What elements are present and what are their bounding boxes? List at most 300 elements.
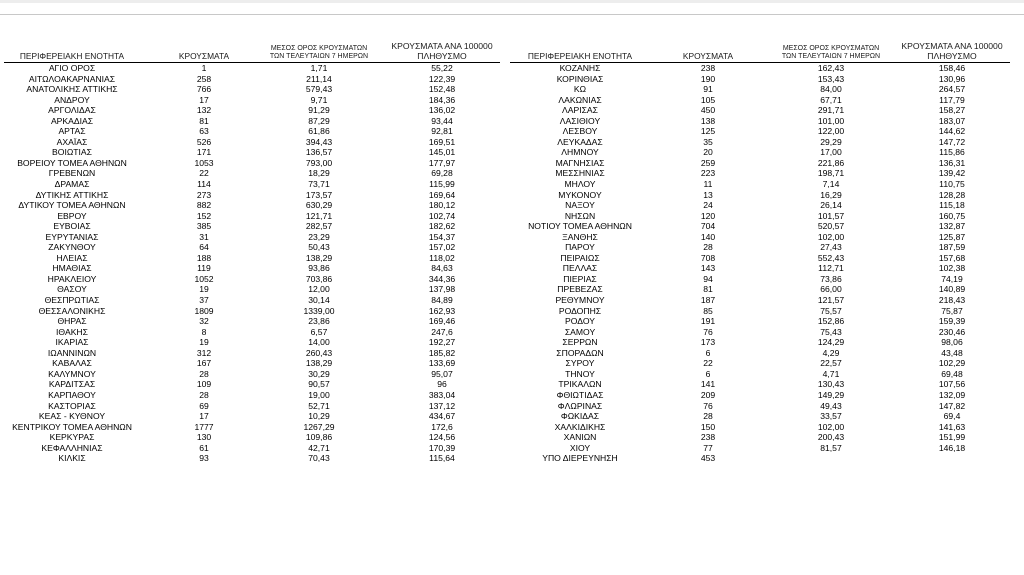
avg7-cell: 138,29 (305, 252, 333, 263)
table-row (4, 411, 500, 422)
avg7-cell: 70,43 (308, 453, 330, 464)
region-cell: ΚΟΖΑΝΗΣ (559, 63, 601, 73)
table-row (4, 358, 500, 369)
avg7-cell: 66,00 (820, 284, 842, 295)
cases-cell: 138 (700, 115, 716, 126)
avg7-cell: 50,43 (308, 242, 330, 253)
per100k-cell: 264,57 (938, 84, 966, 95)
table-row (510, 147, 1010, 158)
cases-cell: 450 (700, 105, 716, 116)
cases-cell: 22 (703, 358, 713, 369)
avg7-cell: 30,29 (308, 368, 330, 379)
region-cell: ΑΝΑΤΟΛΙΚΗΣ ΑΤΤΙΚΗΣ (26, 84, 118, 95)
per100k-cell: 383,04 (428, 389, 456, 400)
region-cell: ΜΥΚΟΝΟΥ (558, 189, 602, 200)
table-row (4, 221, 500, 232)
per100k-cell: 84,63 (431, 263, 453, 274)
table-row (510, 358, 1010, 369)
table-row (510, 126, 1010, 137)
table-row (4, 74, 500, 85)
avg7-cell: 152,86 (817, 316, 845, 327)
per100k-cell: 69,4 (943, 411, 961, 422)
avg7-cell: 84,00 (820, 84, 842, 95)
region-cell: ΣΕΡΡΩΝ (562, 337, 598, 348)
per100k-cell: 122,39 (428, 73, 456, 84)
table-row (510, 453, 1010, 464)
per100k-cell: 128,28 (938, 189, 966, 200)
table-row (4, 379, 500, 390)
per100k-cell: 157,02 (428, 242, 456, 253)
avg7-cell: 42,71 (308, 442, 330, 453)
per100k-cell: 151,99 (938, 432, 966, 443)
cases-cell: 125 (700, 126, 716, 137)
region-cell: ΦΛΩΡΙΝΑΣ (557, 400, 603, 411)
cases-cell: 85 (703, 305, 713, 316)
per100k-cell: 55,22 (431, 63, 453, 73)
region-cell: ΝΗΣΩΝ (564, 210, 596, 221)
avg7-cell: 552,43 (817, 252, 845, 263)
per100k-cell: 160,75 (938, 210, 966, 221)
cases-cell: 63 (199, 126, 209, 137)
region-cell: ΚΑΛΥΜΝΟΥ (48, 368, 96, 379)
cases-cell: 32 (199, 316, 209, 327)
region-cell: ΕΒΡΟΥ (57, 210, 87, 221)
table-row (4, 84, 500, 95)
region-cell: ΡΟΔΟΥ (565, 316, 595, 327)
table-row (4, 401, 500, 412)
per100k-cell: 136,31 (938, 157, 966, 168)
region-cell: ΚΑΡΔΙΤΣΑΣ (48, 379, 96, 390)
top-divider (0, 14, 1024, 15)
region-cell: ΦΩΚΙΔΑΣ (560, 411, 600, 422)
cases-cell: 109 (196, 379, 212, 390)
per100k-cell: 185,82 (428, 347, 456, 358)
region-cell: ΧΙΟΥ (569, 442, 591, 453)
table-row (4, 200, 500, 211)
table-row (4, 306, 500, 317)
table-row (4, 95, 500, 106)
table-row (510, 337, 1010, 348)
table-row (4, 316, 500, 327)
per100k-cell: 247,6 (431, 326, 453, 337)
table-row (4, 390, 500, 401)
per100k-cell: 169,51 (428, 136, 456, 147)
cases-cell: 93 (199, 453, 209, 464)
avg7-cell: 101,00 (817, 115, 845, 126)
per100k-cell: 102,38 (938, 263, 966, 274)
table-row (510, 232, 1010, 243)
table-row (510, 369, 1010, 380)
region-cell: ΤΗΝΟΥ (565, 368, 595, 379)
cases-cell: 708 (700, 252, 716, 263)
table-row (4, 443, 500, 454)
header-per100k (384, 41, 500, 62)
avg7-cell: 211,14 (306, 73, 332, 84)
cases-cell: 150 (700, 421, 716, 432)
avg7-cell: 75,43 (820, 326, 842, 337)
table-row (510, 284, 1010, 295)
region-cell: ΗΛΕΙΑΣ (56, 252, 88, 263)
cases-cell: 187 (700, 295, 716, 306)
table-row (510, 422, 1010, 433)
per100k-cell: 115,18 (939, 200, 965, 211)
avg7-cell: 22,57 (820, 358, 842, 369)
cases-cell: 24 (703, 200, 713, 211)
cases-cell: 17 (199, 411, 209, 422)
table-row (4, 284, 500, 295)
table-row (4, 242, 500, 253)
cases-cell: 20 (703, 147, 713, 158)
cases-cell: 13 (703, 189, 713, 200)
region-cell: ΚΑΒΑΛΑΣ (52, 358, 92, 369)
avg7-cell: 90,57 (308, 379, 330, 390)
cases-cell: 94 (703, 273, 713, 284)
per100k-cell: 158,27 (938, 105, 966, 116)
region-cell: ΚΕΦΑΛΛΗΝΙΑΣ (41, 442, 103, 453)
per100k-cell: 230,46 (938, 326, 966, 337)
avg7-cell: 149,29 (817, 389, 845, 400)
region-cell: ΚΑΣΤΟΡΙΑΣ (48, 400, 96, 411)
region-cell: ΗΡΑΚΛΕΙΟΥ (47, 273, 97, 284)
per100k-cell: 158,46 (938, 63, 966, 73)
avg7-cell: 75,57 (820, 305, 842, 316)
region-cell: ΠΕΙΡΑΙΩΣ (560, 252, 600, 263)
table-row (510, 200, 1010, 211)
region-cell: ΑΡΚΑΔΙΑΣ (50, 115, 94, 126)
cases-cell: 61 (199, 442, 209, 453)
cases-cell: 35 (703, 136, 713, 147)
cases-cell: 385 (196, 221, 212, 232)
cases-cell: 526 (196, 136, 212, 147)
table-row (510, 221, 1010, 232)
avg7-cell: 33,57 (820, 411, 842, 422)
table-row (510, 116, 1010, 127)
per100k-cell: 110,75 (939, 179, 965, 190)
region-cell: ΥΠΟ ΔΙΕΡΕΥΝΗΣΗ (542, 453, 618, 464)
region-cell: ΞΑΝΘΗΣ (562, 231, 598, 242)
avg7-cell: 61,86 (308, 126, 330, 137)
table-row (510, 95, 1010, 106)
table-row (4, 453, 500, 464)
avg7-cell: 29,29 (820, 136, 842, 147)
region-cell: ΓΡΕΒΕΝΩΝ (48, 168, 96, 179)
cases-cell: 141 (700, 379, 716, 390)
region-cell: ΠΑΡΟΥ (565, 242, 595, 253)
header-avg7 (766, 45, 896, 62)
cases-cell: 238 (700, 63, 716, 73)
cases-cell: 119 (197, 263, 211, 274)
avg7-cell: 23,86 (308, 316, 330, 327)
per100k-cell: 115,99 (429, 179, 455, 190)
per100k-cell: 118,02 (429, 252, 455, 263)
avg7-cell: 153,43 (817, 73, 845, 84)
region-cell: ΤΡΙΚΑΛΩΝ (558, 379, 602, 390)
region-cell: ΖΑΚΥΝΘΟΥ (48, 242, 96, 253)
avg7-cell: 136,57 (305, 147, 333, 158)
region-cell: ΔΥΤΙΚΟΥ ΤΟΜΕΑ ΑΘΗΝΩΝ (18, 200, 126, 211)
per100k-cell: 96 (437, 379, 447, 390)
avg7-cell: 282,57 (305, 221, 333, 232)
avg7-cell: 162,43 (817, 63, 845, 73)
avg7-cell: 52,71 (308, 400, 330, 411)
per100k-cell: 180,12 (428, 200, 456, 211)
region-cell: ΚΕΑΣ - ΚΥΘΝΟΥ (38, 411, 106, 422)
per100k-cell: 125,87 (938, 231, 966, 242)
avg7-cell: 394,43 (305, 136, 333, 147)
cases-cell: 64 (199, 242, 209, 253)
table-row (510, 295, 1010, 306)
table-row (510, 168, 1010, 179)
cases-cell: 167 (196, 358, 212, 369)
region-cell: ΚΙΛΚΙΣ (58, 453, 86, 464)
avg7-cell: 703,86 (305, 273, 333, 284)
region-cell: ΣΠΟΡΑΔΩΝ (556, 347, 604, 358)
table-row (510, 137, 1010, 148)
cases-cell: 132 (196, 105, 212, 116)
header-avg7-line1: ΜΕΣΟΣ ΟΡΟΣ ΚΡΟΥΣΜΑΤΩΝ (782, 45, 880, 52)
table-row (510, 253, 1010, 264)
avg7-cell: 102,00 (817, 231, 845, 242)
per100k-cell: 43,48 (941, 347, 963, 358)
avg7-cell: 67,71 (820, 94, 842, 105)
per100k-cell: 169,64 (428, 189, 456, 200)
region-cell: ΡΕΘΥΜΝΟΥ (555, 295, 605, 306)
header-avg7-line2: ΤΩΝ ΤΕΛΕΥΤΑΙΩΝ 7 ΗΜΕΡΩΝ (269, 53, 369, 60)
region-cell: ΑΧΑΪΑΣ (56, 136, 88, 147)
avg7-cell: 173,57 (305, 189, 333, 200)
region-cell: ΦΘΙΩΤΙΔΑΣ (556, 389, 604, 400)
cases-cell: 120 (700, 210, 716, 221)
table-row (510, 390, 1010, 401)
table-row (4, 232, 500, 243)
region-cell: ΛΕΥΚΑΔΑΣ (557, 136, 603, 147)
table-row (510, 179, 1010, 190)
table-row (510, 242, 1010, 253)
cases-cell: 91 (703, 84, 713, 95)
avg7-cell: 27,43 (820, 242, 842, 253)
table-row (510, 263, 1010, 274)
cases-cell: 17 (199, 94, 209, 105)
header-cases: ΚΡΟΥΣΜΑΤΑ (178, 51, 230, 61)
table-row (4, 105, 500, 116)
per100k-cell: 124,56 (428, 432, 456, 443)
avg7-cell: 121,71 (305, 210, 333, 221)
region-cell: ΜΑΓΝΗΣΙΑΣ (555, 157, 605, 168)
avg7-cell: 87,29 (308, 115, 330, 126)
cases-cell: 882 (196, 200, 212, 211)
per100k-cell: 102,29 (938, 358, 966, 369)
region-cell: ΛΑΚΩΝΙΑΣ (558, 94, 602, 105)
cases-cell: 114 (197, 179, 211, 190)
per100k-cell: 130,96 (938, 73, 966, 84)
cases-cell: 190 (700, 73, 716, 84)
header-per100k (894, 41, 1010, 62)
per100k-cell: 137,12 (428, 400, 456, 411)
per100k-cell: 69,28 (431, 168, 453, 179)
region-cell: ΧΑΛΚΙΔΙΚΗΣ (554, 421, 606, 432)
avg7-cell: 7,14 (822, 179, 840, 190)
table-row (510, 211, 1010, 222)
cases-cell: 312 (196, 347, 212, 358)
header-per100k-line1: ΚΡΟΥΣΜΑΤΑ ΑΝΑ 100000 (391, 41, 493, 51)
header-per100k-line1: ΚΡΟΥΣΜΑΤΑ ΑΝΑ 100000 (901, 41, 1003, 51)
region-cell: ΚΕΝΤΡΙΚΟΥ ΤΟΜΕΑ ΑΘΗΝΩΝ (12, 421, 132, 432)
table-body (510, 63, 1010, 464)
cases-cell: 1777 (194, 421, 214, 432)
per100k-cell: 146,18 (938, 442, 966, 453)
cases-cell: 8 (201, 326, 207, 337)
cases-cell: 76 (703, 400, 713, 411)
avg7-cell: 1,71 (310, 63, 328, 73)
avg7-cell: 102,00 (817, 421, 845, 432)
cases-table-left (4, 40, 500, 464)
cases-cell: 704 (700, 221, 716, 232)
per100k-cell: 172,6 (431, 421, 453, 432)
table-row (510, 411, 1010, 422)
cases-cell: 766 (196, 84, 212, 95)
cases-cell: 76 (703, 326, 713, 337)
per100k-cell: 139,42 (938, 168, 966, 179)
per100k-cell: 144,62 (938, 126, 966, 137)
cases-cell: 77 (703, 442, 713, 453)
avg7-cell: 14,00 (308, 337, 330, 348)
table-row (4, 432, 500, 443)
table-row (4, 168, 500, 179)
region-cell: ΘΗΡΑΣ (57, 316, 87, 327)
avg7-cell: 221,86 (817, 157, 845, 168)
cases-cell: 19 (199, 284, 209, 295)
header-per100k-line2: ΠΛΗΘΥΣΜΟ (927, 51, 977, 61)
region-cell: ΕΥΡΥΤΑΝΙΑΣ (45, 231, 99, 242)
region-cell: ΡΟΔΟΠΗΣ (558, 305, 602, 316)
per100k-cell: 75,87 (941, 305, 963, 316)
avg7-cell: 6,57 (310, 326, 328, 337)
avg7-cell: 198,71 (817, 168, 845, 179)
per100k-cell: 132,09 (938, 389, 966, 400)
region-cell: ΣΥΡΟΥ (565, 358, 595, 369)
region-cell: ΑΙΤΩΛΟΑΚΑΡΝΑΝΙΑΣ (28, 73, 116, 84)
region-cell: ΚΩ (573, 84, 587, 95)
cases-cell: 1 (201, 63, 207, 73)
avg7-cell: 4,71 (822, 368, 840, 379)
region-cell: ΜΗΛΟΥ (564, 179, 596, 190)
cases-cell: 6 (705, 347, 711, 358)
table-row (510, 84, 1010, 95)
per100k-cell: 74,19 (941, 273, 963, 284)
cases-cell: 1052 (194, 273, 214, 284)
per100k-cell: 117,79 (939, 94, 965, 105)
region-cell: ΘΑΣΟΥ (57, 284, 87, 295)
table-row (4, 422, 500, 433)
cases-cell: 130 (196, 432, 212, 443)
table-header (510, 40, 1010, 63)
table-row (4, 179, 500, 190)
cases-cell: 19 (199, 337, 209, 348)
table-row (510, 401, 1010, 412)
cases-cell: 11 (703, 179, 713, 190)
table-row (510, 74, 1010, 85)
table-row (4, 211, 500, 222)
cases-cell: 453 (700, 453, 716, 464)
cases-cell: 259 (700, 157, 716, 168)
region-cell: ΛΗΜΝΟΥ (561, 147, 599, 158)
cases-cell: 28 (199, 368, 209, 379)
avg7-cell: 630,29 (305, 200, 333, 211)
region-cell: ΔΡΑΜΑΣ (54, 179, 90, 190)
cases-cell: 171 (196, 147, 212, 158)
region-cell: ΣΑΜΟΥ (564, 326, 596, 337)
avg7-cell: 9,71 (310, 94, 328, 105)
per100k-cell: 344,36 (428, 273, 456, 284)
header-cases: ΚΡΟΥΣΜΑΤΑ (682, 51, 734, 61)
region-cell: ΗΜΑΘΙΑΣ (52, 263, 92, 274)
table-row (510, 327, 1010, 338)
cases-cell: 223 (700, 168, 716, 179)
cases-cell: 152 (196, 210, 212, 221)
avg7-cell: 1267,29 (303, 421, 335, 432)
avg7-cell: 23,29 (308, 231, 330, 242)
cases-cell: 105 (700, 94, 716, 105)
region-cell: ΛΑΣΙΘΙΟΥ (559, 115, 601, 126)
per100k-cell: 182,62 (428, 221, 456, 232)
region-cell: ΜΕΣΣΗΝΙΑΣ (555, 168, 605, 179)
cases-cell: 31 (199, 231, 209, 242)
cases-cell: 22 (199, 168, 209, 179)
table-row (4, 348, 500, 359)
region-cell: ΑΝΔΡΟΥ (54, 94, 90, 105)
avg7-cell: 30,14 (308, 295, 330, 306)
region-cell: ΒΟΡΕΙΟΥ ΤΟΜΕΑ ΑΘΗΝΩΝ (17, 157, 127, 168)
avg7-cell: 200,43 (817, 432, 845, 443)
region-cell: ΘΕΣΣΑΛΟΝΙΚΗΣ (38, 305, 106, 316)
per100k-cell: 147,72 (938, 136, 966, 147)
avg7-cell: 122,00 (817, 126, 845, 137)
table-row (510, 443, 1010, 454)
per100k-cell: 69,48 (941, 368, 963, 379)
region-cell: ΛΕΣΒΟΥ (562, 126, 598, 137)
per100k-cell: 84,89 (431, 295, 453, 306)
avg7-cell: 16,29 (820, 189, 842, 200)
per100k-cell: 140,89 (938, 284, 966, 295)
table-row (4, 274, 500, 285)
per100k-cell: 192,27 (428, 337, 456, 348)
table-row (4, 63, 500, 74)
avg7-cell: 579,43 (305, 84, 333, 95)
table-row (510, 274, 1010, 285)
per100k-cell: 169,46 (428, 316, 456, 327)
per100k-cell: 92,81 (431, 126, 453, 137)
avg7-cell: 130,43 (817, 379, 845, 390)
per100k-cell: 115,64 (429, 453, 455, 464)
per100k-cell: 147,82 (938, 400, 966, 411)
table-row (4, 337, 500, 348)
table-row (4, 158, 500, 169)
table-row (4, 253, 500, 264)
region-cell: ΠΙΕΡΙΑΣ (563, 273, 597, 284)
avg7-cell: 17,00 (820, 147, 842, 158)
cases-cell: 6 (705, 368, 711, 379)
avg7-cell: 93,86 (308, 263, 330, 274)
per100k-cell: 107,56 (938, 379, 966, 390)
per100k-cell: 115,86 (939, 147, 965, 158)
per100k-cell: 177,97 (428, 157, 456, 168)
per100k-cell: 98,06 (941, 337, 963, 348)
region-cell: ΘΕΣΠΡΩΤΙΑΣ (44, 295, 100, 306)
per100k-cell: 154,37 (428, 231, 456, 242)
region-cell: ΠΕΛΛΑΣ (562, 263, 598, 274)
table-row (4, 369, 500, 380)
cases-cell: 81 (199, 115, 209, 126)
